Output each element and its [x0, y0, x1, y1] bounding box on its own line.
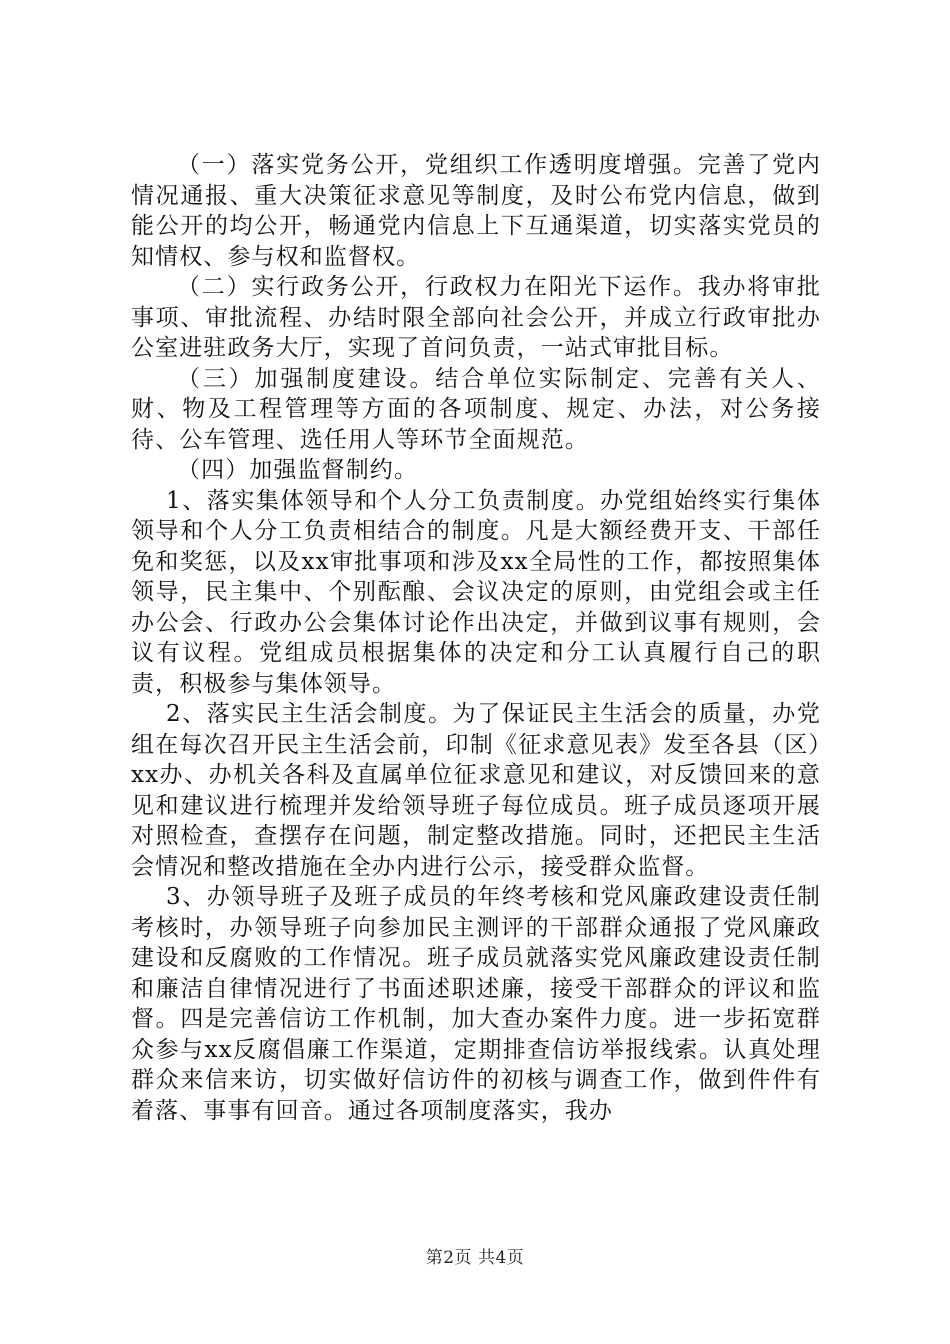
paragraph-3: （三）加强制度建设。结合单位实际制定、完善有关人、财、物及工程管理等方面的各项制度、规定、办法，对公务接待、公车管理、选任用人等环节全面规范。 — [131, 365, 821, 453]
paragraph-6: 2、落实民主生活会制度。为了保证民主生活会的质量，办党组在每次召开民主生活会前，印制《征求意见表》发至各县（区）xx办、办机关各科及直属单位征求意见和建议，对反馈回来的意见和建议进行梳理并发给领导班子每位成员。班子成员逐项开展对照检查，查摆存在问题，制定整改措施。同时，还把民主生活会情况和整改措施在全办内进行公示，接受群众监督。 — [131, 701, 821, 880]
paragraph-4-heading: （四）加强监督制约。 — [177, 457, 418, 483]
paragraph-5: 1、落实集体领导和个人分工负责制度。办党组始终实行集体领导和个人分工负责相结合的制度。凡是大额经费开支、干部任免和奖惩，以及xx审批事项和涉及xx全局性的工作，都按照集体领导，民主集中、个别酝酿、会议决定的原则，由党组会或主任办公会、行政办公会集体讨论作出决定，并做到议事有规则，会议有议程。党组成员根据集体的决定和分工认真履行自己的职责，积极参与集体领导。 — [131, 487, 821, 697]
document-body — [131, 150, 821, 1126]
paragraph-7: 3、办领导班子及班子成员的年终考核和党风廉政建设责任制考核时，办领导班子向参加民主测评的干部群众通报了党风廉政建设和反腐败的工作情况。班子成员就落实党风廉政建设责任制和廉洁自律情况进行了书面述职述廉，接受干部群众的评议和监督。四是完善信访工作机制，加大查办案件力度。进一步拓宽群众参与xx反腐倡廉工作渠道，定期排查信访举报线索。认真处理群众来信来访，切实做好信访件的初核与调查工作，做到件件有着落、事事有回音。通过各项制度落实，我办 — [131, 884, 821, 1124]
paragraph-2: （二）实行政务公开，行政权力在阳光下运作。我办将审批事项、审批流程、办结时限全部向社会公开，并成立行政审批办公室进驻政务大厅，实现了首问负责，一站式审批目标。 — [131, 274, 821, 361]
paragraph-1: （一）落实党务公开，党组织工作透明度增强。完善了党内情况通报、重大决策征求意见等制度，及时公布党内信息，做到能公开的均公开，畅通党内信息上下互通渠道，切实落实党员的知情权、参与权和监督权。 — [131, 152, 821, 270]
page-footer: 第2页 共4页 — [425, 1248, 525, 1268]
